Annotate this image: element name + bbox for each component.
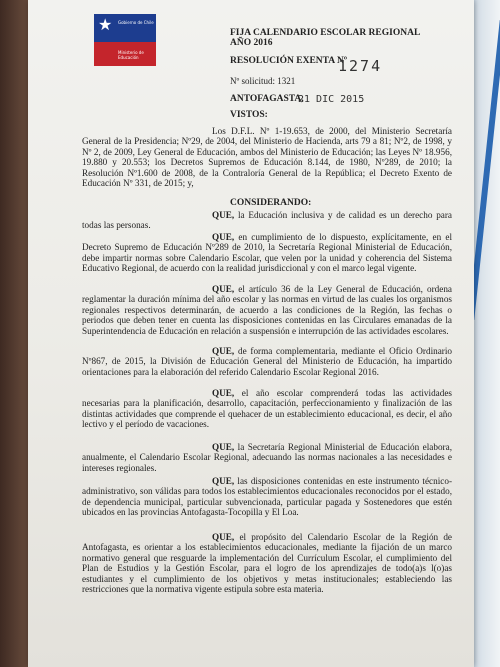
que-label: QUE, [212, 284, 235, 294]
que-label: QUE, [212, 442, 235, 452]
seal-text-bottom: Ministerio de Educación [118, 50, 144, 60]
title-line-2: AÑO 2016 [230, 38, 273, 48]
que-label: QUE, [212, 532, 235, 542]
solicitud-number: Nº solicitud: 1321 [230, 76, 296, 86]
paragraph-text: la Educación inclusiva y de calidad es un derecho para todas las personas. [82, 210, 453, 231]
government-seal-logo [94, 14, 156, 66]
date-stamp: 21 DIC 2015 [298, 94, 365, 105]
considerando-heading: CONSIDERANDO: [230, 198, 312, 208]
paragraph-que-4 [82, 346, 452, 377]
paragraph-que-8 [82, 532, 452, 594]
paragraph-vistos [82, 126, 452, 188]
vistos-heading: VISTOS: [230, 110, 268, 120]
que-label: QUE, [212, 346, 235, 356]
seal-blue-field [116, 14, 156, 42]
paragraph-text: las disposiciones contenidas en este instrumento técnico-administrativo, son válidas para todos los establecimientos educacionales reconocidos por el estado, de dependencia municipal, particular subvencionada, particular pagada y Sostenedores que estén ubicados en las provincias Antofagasta-Tocopilla y El Loa. [82, 476, 453, 518]
paragraph-text: la Secretaría Regional Ministerial de Educación elabora, anualmente, el Calendario Escolar Regional, adecuando las normas nacionales a las necesidades e intereses regionales. [82, 442, 452, 473]
que-label: QUE, [212, 476, 235, 486]
paragraph-que-7 [82, 476, 452, 518]
paragraph-text: en cumplimiento de lo dispuesto, explícitamente, en el Decreto Supremo de Educación Nº289 de 2010, la Secretaría Regional Ministerial de Educación, debe impartir normas sobre Calendario Escolar, que velen por la unidad y coherencia del Sistema Educativo Regional, de acuerdo con la realidad jurisdiccional y con el marco legal vigente. [82, 232, 452, 274]
paragraph-text: el propósito del Calendario Escolar de la Región de Antofagasta, es orientar a los establecimientos educacionales, mediante la fijación de un marco normativo general que resguarde la implementación del Currículum Escolar, el cumplimiento del Plan de Estudios y la Gestión Escolar, para el logro de los aprendizajes de todo(a)s l(o)as estudiantes y el cumplimiento de los objetivos y metas institucionales; estableciendo las restricciones que la normativa vigente estipula sobre esta materia. [82, 532, 453, 595]
paragraph-que-1 [82, 210, 452, 231]
resolution-number-stamp: 1274 [338, 57, 383, 75]
paragraph-que-2 [82, 232, 452, 274]
paragraph-text: Los D.F.L. Nº 1-19.653, de 2000, del Ministerio Secretaría General de la Presidencia; Nº29, de 2004, del Ministerio de Hacienda, arts 79 a 81; Nº2, de 1998, y Nº 2, de 2009, Ley General de Educación, ambos del Ministerio de Educación; las Leyes Nº 18.956, 19.880 y 20.553; los Decretos Supremos de Educación 8.144, de 1980, Nº289, de 2010; la Resolución Nº1.600 de 2008, de la Contraloría General de la República; el Decreto Exento de Educación Nº 331, de 2015; y, [82, 126, 452, 189]
paragraph-que-5 [82, 388, 452, 430]
que-label: QUE, [212, 232, 235, 242]
que-label: QUE, [212, 210, 235, 220]
seal-text-top: Gobierno de Chile [118, 20, 154, 25]
que-label: QUE, [212, 388, 235, 398]
paragraph-text: el artículo 36 de la Ley General de Educación, ordena reglamentar la duración mínima del año escolar y las normas en virtud de las cuales los organismos regionales respectivos determinarán, de acuerdo a las condiciones de la Región, las fechas o periodos que deben tener en cuenta las disposiciones contenidas en las Circulares emanadas de la Superintendencia de Educación en relación a suspensión e interrupción de las actividades escolares. [82, 284, 453, 336]
paragraph-que-6 [82, 442, 452, 473]
paragraph-text: de forma complementaria, mediante el Oficio Ordinario Nº867, de 2015, la División de Educación General del Ministerio de Educación, ha impartido orientaciones para la elaboración del referido Calendario Escolar Regional 2016. [82, 346, 452, 377]
star-icon: ★ [98, 17, 113, 34]
city-label: ANTOFAGASTA, [230, 94, 304, 104]
resolution-label: RESOLUCIÓN EXENTA Nº [230, 56, 347, 66]
title-line-1: FIJA CALENDARIO ESCOLAR REGIONAL [230, 28, 421, 38]
document-page [28, 0, 474, 667]
paragraph-que-3 [82, 284, 452, 336]
paragraph-text: el año escolar comprenderá todas las actividades necesarias para la planificación, desarrollo, capacitación, perfeccionamiento y finalización de las distintas actividades que comprende el quehacer de un establecimiento educacional, es decir, el año lectivo y el período de vacaciones. [82, 388, 452, 430]
document-title [230, 28, 450, 48]
